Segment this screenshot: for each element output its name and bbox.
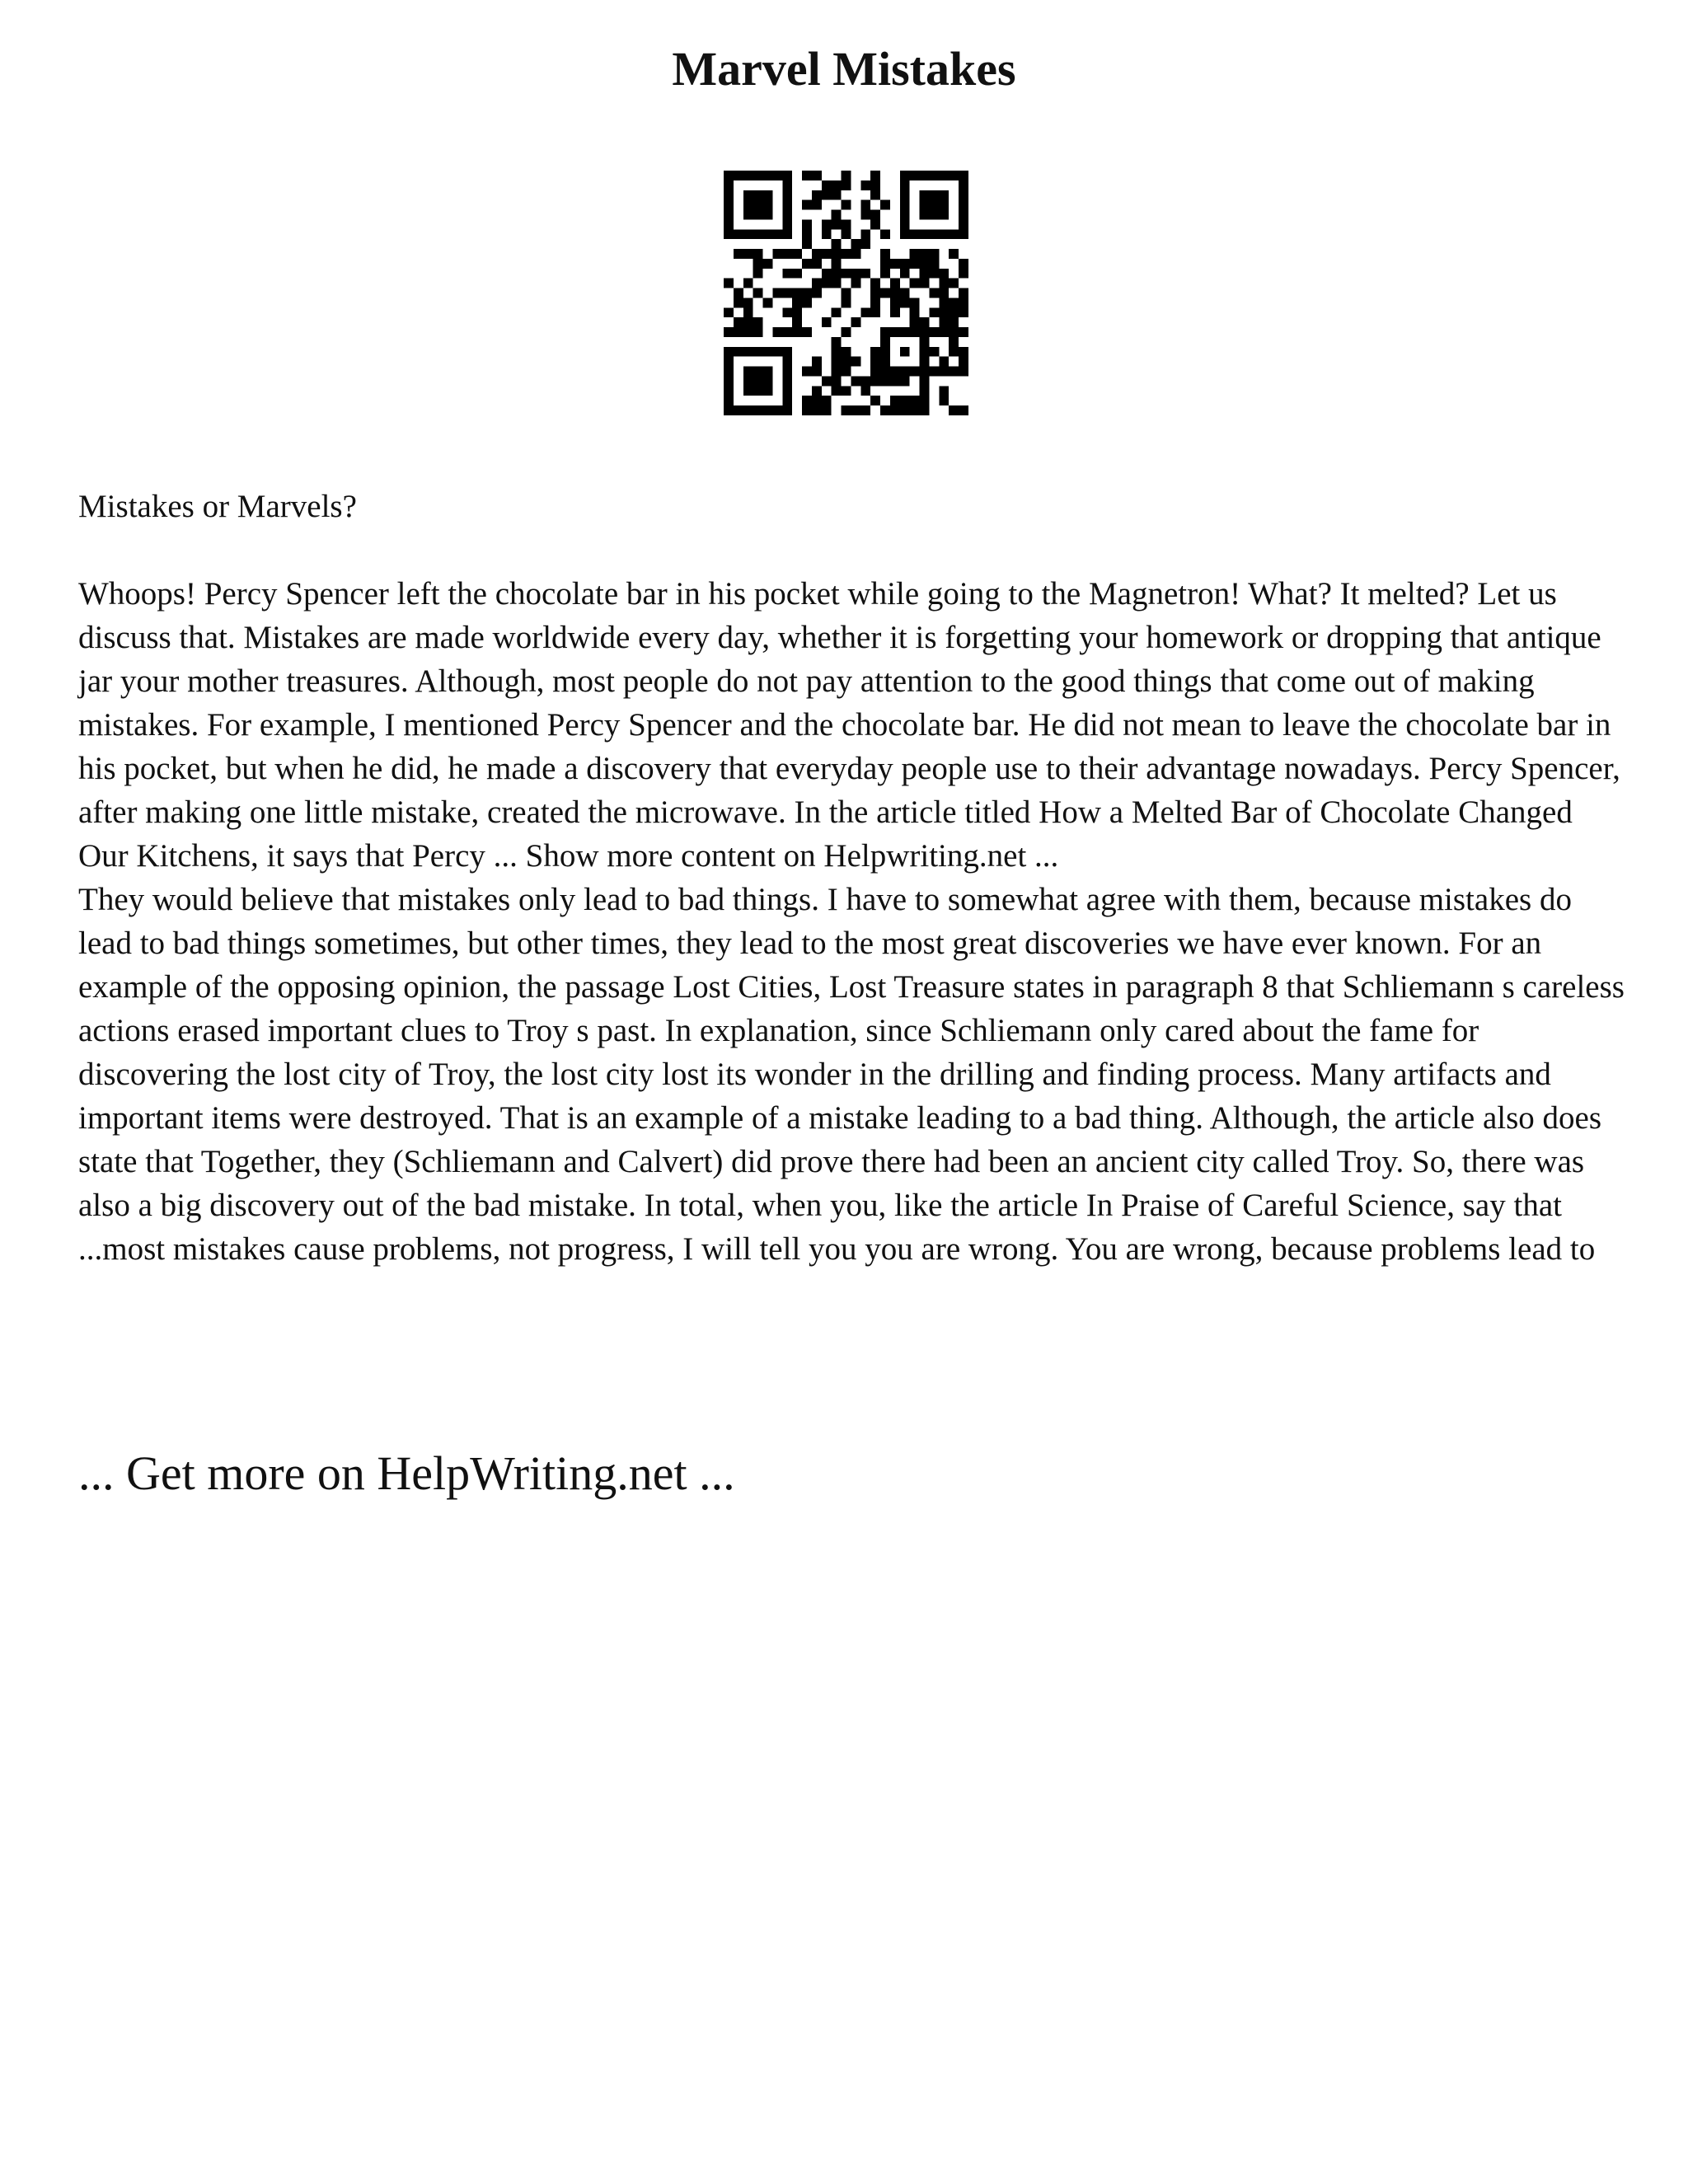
- qr-code-icon: [724, 171, 968, 415]
- page-title: Marvel Mistakes: [672, 42, 1016, 96]
- subtitle: Mistakes or Marvels?: [78, 489, 357, 524]
- document-body: [78, 485, 1628, 1271]
- get-more-link[interactable]: ... Get more on HelpWriting.net ...: [78, 1446, 735, 1500]
- paragraph-2: They would believe that mistakes only lead to bad things. I have to somewhat agree with them, because mistakes do lead to bad things sometimes, but other times, they lead to the most great discoveries we have ever known. For an example of the opposing opinion, the passage Lost Cities, Lost Treasure states in paragraph 8 that Schliemann s careless actions erased important clues to Troy s past. In explanation, since Schliemann only cared about the fame for discovering the lost city of Troy, the lost city lost its wonder in the drilling and finding process. Many artifacts and important items were destroyed. That is an example of a mistake leading to a bad thing. Although, the article also does state that Together, they (Schliemann and Calvert) did prove there had been an ancient city called Troy. So, there was also a big discovery out of the bad mistake. In total, when you, like the article In Praise of Careful Science, say that ...most mistakes cause problems, not progress, I will tell you you are wrong. You are wrong, because problems lead to: [78, 882, 1625, 1267]
- paragraph-1: Whoops! Percy Spencer left the chocolate bar in his pocket while going to the Magnetron! What? It melted? Let us discuss that. Mistakes are made worldwide every day, whether it is forgetting your homework or dropping that antique jar your mother treasures. Although, most people do not pay attention to the good things that come out of making mistakes. For example, I mentioned Percy Spencer and the chocolate bar. He did not mean to leave the chocolate bar in his pocket, but when he did, he made a discovery that everyday people use to their advantage nowadays. Percy Spencer, after making one little mistake, created the microwave. In the article titled How a Melted Bar of Chocolate Changed Our Kitchens, it says that Percy ... Show more content on Helpwriting.net ...: [78, 576, 1620, 874]
